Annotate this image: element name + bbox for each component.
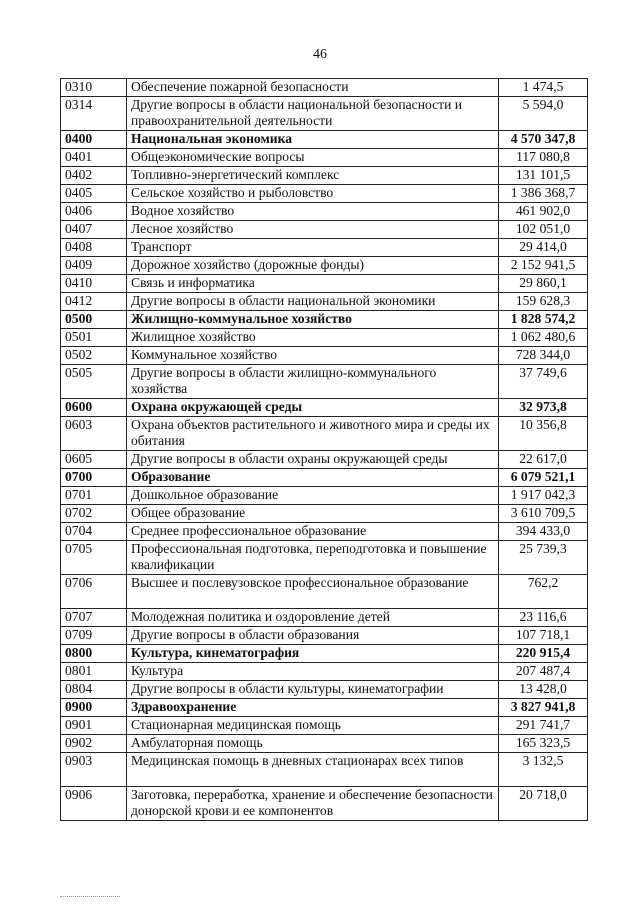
page-number: 46 [313,47,327,62]
row-amount: 107 718,1 [499,627,588,645]
row-name: Другие вопросы в области национальной экономики [127,293,499,311]
table-row [61,753,588,787]
row-amount: 131 101,5 [499,167,588,185]
row-amount: 6 079 521,1 [499,469,588,487]
table-row [61,541,588,575]
row-name: Другие вопросы в области жилищно-коммунального хозяйства [127,365,499,399]
row-amount: 165 323,5 [499,735,588,753]
row-name: Обеспечение пожарной безопасности [127,79,499,97]
row-name: Охрана объектов растительного и животного мира и среды их обитания [127,417,499,451]
row-code: 0412 [61,293,127,311]
row-amount: 220 915,4 [499,645,588,663]
row-amount: 29 414,0 [499,239,588,257]
row-amount: 13 428,0 [499,681,588,699]
row-code: 0903 [61,753,127,787]
scan-artifact [60,896,120,899]
row-amount: 4 570 347,8 [499,131,588,149]
section-row [61,131,588,149]
row-amount: 1 474,5 [499,79,588,97]
row-amount: 22 617,0 [499,451,588,469]
row-code: 0801 [61,663,127,681]
row-code: 0501 [61,329,127,347]
row-code: 0600 [61,399,127,417]
table-row [61,185,588,203]
row-name: Другие вопросы в области культуры, кинематографии [127,681,499,699]
table-row [61,627,588,645]
row-amount: 5 594,0 [499,97,588,131]
row-amount: 10 356,8 [499,417,588,451]
table-row [61,79,588,97]
row-code: 0900 [61,699,127,717]
row-name: Топливно-энергетический комплекс [127,167,499,185]
section-row [61,699,588,717]
row-amount: 1 062 480,6 [499,329,588,347]
table-row [61,293,588,311]
row-code: 0409 [61,257,127,275]
row-name: Жилищное хозяйство [127,329,499,347]
row-code: 0310 [61,79,127,97]
row-name: Национальная экономика [127,131,499,149]
row-amount: 3 827 941,8 [499,699,588,717]
budget-table-body [61,79,588,821]
row-name: Амбулаторная помощь [127,735,499,753]
row-code: 0707 [61,609,127,627]
row-code: 0505 [61,365,127,399]
row-amount: 117 080,8 [499,149,588,167]
row-amount: 291 741,7 [499,717,588,735]
row-name: Молодежная политика и оздоровление детей [127,609,499,627]
row-name: Связь и информатика [127,275,499,293]
row-name: Стационарная медицинская помощь [127,717,499,735]
table-row [61,681,588,699]
row-code: 0410 [61,275,127,293]
table-row [61,203,588,221]
row-name: Среднее профессиональное образование [127,523,499,541]
row-name: Медицинская помощь в дневных стационарах всех типов [127,753,499,787]
table-row [61,575,588,609]
row-name: Лесное хозяйство [127,221,499,239]
table-row [61,451,588,469]
row-code: 0706 [61,575,127,609]
row-name: Профессиональная подготовка, переподготовка и повышение квалификации [127,541,499,575]
row-name: Заготовка, переработка, хранение и обеспечение безопасности донорской крови и ее компонентов [127,787,499,821]
row-code: 0906 [61,787,127,821]
row-code: 0704 [61,523,127,541]
row-code: 0804 [61,681,127,699]
row-code: 0603 [61,417,127,451]
row-name: Образование [127,469,499,487]
table-row [61,221,588,239]
budget-table [60,78,588,821]
section-row [61,399,588,417]
row-code: 0401 [61,149,127,167]
row-amount: 207 487,4 [499,663,588,681]
row-amount: 29 860,1 [499,275,588,293]
table-row [61,717,588,735]
row-amount: 394 433,0 [499,523,588,541]
row-name: Общее образование [127,505,499,523]
row-name: Водное хозяйство [127,203,499,221]
table-row [61,523,588,541]
row-name: Коммунальное хозяйство [127,347,499,365]
table-row [61,167,588,185]
row-code: 0402 [61,167,127,185]
row-amount: 1 917 042,3 [499,487,588,505]
row-name: Дорожное хозяйство (дорожные фонды) [127,257,499,275]
row-code: 0408 [61,239,127,257]
row-amount: 159 628,3 [499,293,588,311]
table-row [61,417,588,451]
row-amount: 1 386 368,7 [499,185,588,203]
row-code: 0702 [61,505,127,523]
table-row [61,97,588,131]
section-row [61,645,588,663]
row-name: Культура, кинематография [127,645,499,663]
row-code: 0701 [61,487,127,505]
row-amount: 461 902,0 [499,203,588,221]
row-code: 0400 [61,131,127,149]
section-row [61,469,588,487]
row-amount: 37 749,6 [499,365,588,399]
row-code: 0901 [61,717,127,735]
table-row [61,329,588,347]
table-row [61,663,588,681]
table-row [61,239,588,257]
table-row [61,487,588,505]
row-name: Другие вопросы в области образования [127,627,499,645]
row-amount: 102 051,0 [499,221,588,239]
row-code: 0405 [61,185,127,203]
row-name: Высшее и послевузовское профессиональное образование [127,575,499,609]
row-amount: 762,2 [499,575,588,609]
row-name: Дошкольное образование [127,487,499,505]
section-row [61,311,588,329]
row-name: Охрана окружающей среды [127,399,499,417]
row-code: 0709 [61,627,127,645]
row-amount: 32 973,8 [499,399,588,417]
row-name: Другие вопросы в области национальной безопасности и правоохранительной деятельности [127,97,499,131]
table-row [61,365,588,399]
row-amount: 728 344,0 [499,347,588,365]
row-amount: 25 739,3 [499,541,588,575]
row-code: 0902 [61,735,127,753]
row-code: 0700 [61,469,127,487]
row-amount: 23 116,6 [499,609,588,627]
table-row [61,609,588,627]
row-amount: 2 152 941,5 [499,257,588,275]
row-code: 0800 [61,645,127,663]
row-code: 0406 [61,203,127,221]
row-amount: 1 828 574,2 [499,311,588,329]
table-row [61,149,588,167]
row-code: 0502 [61,347,127,365]
row-name: Здравоохранение [127,699,499,717]
row-code: 0407 [61,221,127,239]
row-amount: 20 718,0 [499,787,588,821]
table-row [61,505,588,523]
row-name: Общеэкономические вопросы [127,149,499,167]
row-code: 0605 [61,451,127,469]
table-row [61,735,588,753]
table-row [61,275,588,293]
table-row [61,257,588,275]
row-code: 0705 [61,541,127,575]
table-row [61,347,588,365]
row-amount: 3 132,5 [499,753,588,787]
row-name: Транспорт [127,239,499,257]
row-name: Жилищно-коммунальное хозяйство [127,311,499,329]
row-name: Культура [127,663,499,681]
row-name: Сельское хозяйство и рыболовство [127,185,499,203]
row-code: 0314 [61,97,127,131]
row-amount: 3 610 709,5 [499,505,588,523]
table-row [61,787,588,821]
row-name: Другие вопросы в области охраны окружающей среды [127,451,499,469]
row-code: 0500 [61,311,127,329]
